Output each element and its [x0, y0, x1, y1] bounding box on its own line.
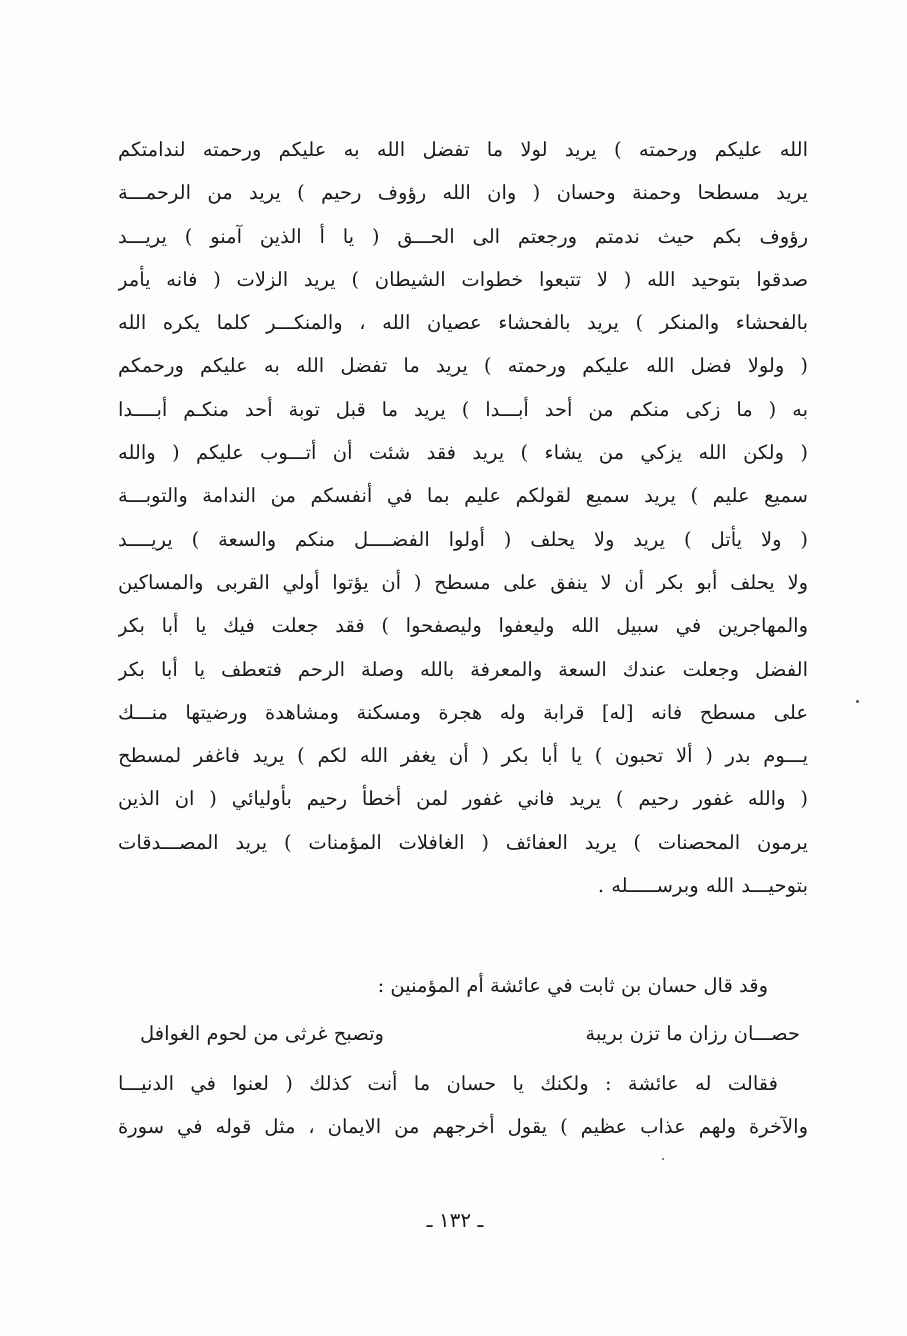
text-line: على مسطح فانه [له] قرابة وله هجرة ومسكنة ومشاهدة ورضيتها منـــك	[118, 700, 808, 724]
text-line: به ( ما زكى منكم من أحد أبـــدا ) يريد ما قبل توبة أحد منكـم أبــــدا	[118, 397, 808, 421]
text-line: رؤوف بكم حيث ندمتم ورجعتم الى الحـــق ( يا أ الذين آمنو ) يريـــد	[118, 224, 808, 248]
text-line: فقالت له عائشة : ولكنك يا حسان ما أنت كذلك ( لعنوا في الدنيـــا	[118, 1072, 778, 1095]
main-paragraph	[118, 128, 808, 907]
text-line: بتوحيـــد الله وبرســـــله .	[597, 874, 808, 898]
scan-speck	[856, 700, 859, 703]
text-line: ( ولولا فضل الله عليكم ورحمته ) يريد ما تفضل الله به عليكم ورحمكم	[118, 354, 808, 378]
text-line: والآخرة ولهم عذاب عظيم ) يقول أخرجهم من الايمان ، مثل قوله في سورة	[118, 1115, 808, 1139]
scan-speck	[662, 1158, 664, 1160]
text-line: يريد مسطحا وحمنة وحسان ( وان الله رؤوف رحيم ) يريد من الرحمـــة	[118, 181, 808, 205]
verse-intro: وقد قال حسان بن ثابت في عائشة أم المؤمنين :	[377, 974, 768, 997]
text-line: ( ولا يأتل ) يريد ولا يحلف ( أولوا الفضــــل منكم والسعة ) يريــــد	[118, 527, 808, 551]
closing-paragraph	[118, 1062, 808, 1149]
verse-first-half: حصـــان رزان ما تزن بريبة	[585, 1022, 800, 1045]
verse-second-half: وتصبح غرثى من لحوم الغوافل	[140, 1022, 384, 1045]
text-line: الفضل وجعلت عندك السعة والمعرفة بالله وصلة الرحم فتعطف يا أبا بكر	[118, 657, 808, 681]
text-line: بالفحشاء والمنكر ) يريد بالفحشاء عصيان الله ، والمنكـــر كلما يكره الله	[118, 311, 808, 335]
text-line: ( والله غفور رحيم ) يريد فاني غفور لمن أخطأ رحيم بأوليائي ( ان الذين	[118, 787, 808, 811]
text-line: الله عليكم ورحمته ) يريد لولا ما تفضل الله به عليكم ورحمته لندامتكم	[118, 138, 808, 161]
text-line: والمهاجرين في سبيل الله وليعفوا وليصفحوا ) فقد جعلت فيك يا أبا بكر	[118, 614, 808, 638]
text-line: صدقوا بتوحيد الله ( لا تتبعوا خطوات الشيطان ) يريد الزلات ( فانه يأمر	[118, 267, 808, 291]
text-line: ولا يحلف أبو بكر أن لا ينفق على مسطح ( أن يؤتوا أولي القربى والمساكين	[118, 570, 808, 594]
text-line: سميع عليم ) يريد سميع لقولكم عليم بما في أنفسكم من الندامة والتوبـــة	[118, 484, 808, 508]
text-line: يـــوم بدر ( ألا تحبون ) يا أبا بكر ( أن يغفر الله لكم ) يريد فاغفر لمسطح	[118, 744, 808, 768]
poem-verse	[140, 1012, 800, 1055]
text-line: ( ولكن الله يزكي من يشاء ) يريد فقد شئت أن أتـــوب عليكم ( والله	[118, 441, 808, 465]
text-line: يرمون المحصنات ) يريد العفائف ( الغافلات المؤمنات ) يريد المصـــدقات	[118, 830, 808, 854]
page-number: ـ ١٣٢ ـ	[426, 1208, 484, 1232]
